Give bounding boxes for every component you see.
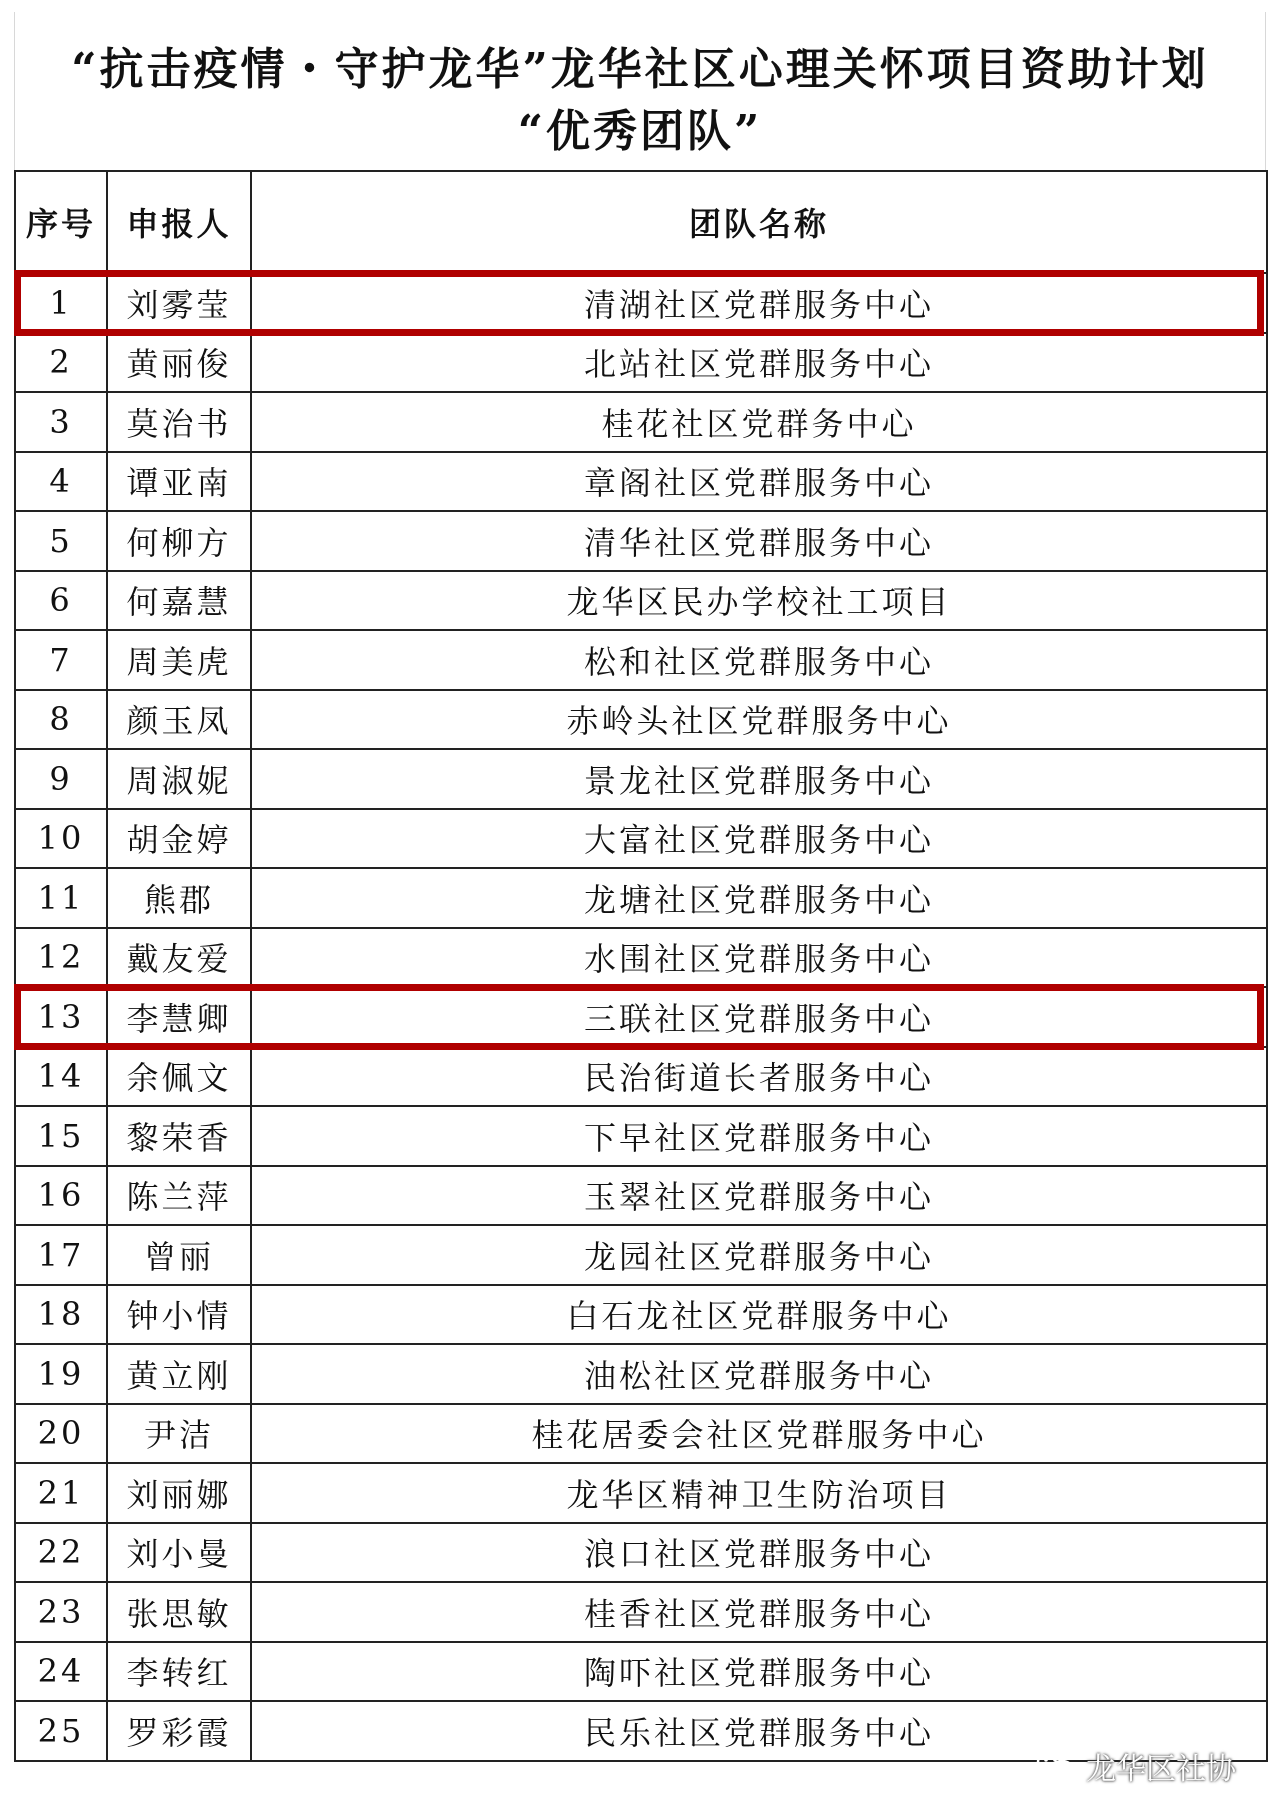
row-applicant: 何嘉慧 (107, 571, 251, 631)
row-applicant: 尹洁 (107, 1404, 251, 1464)
row-applicant: 刘小曼 (107, 1523, 251, 1583)
row-applicant: 莫治书 (107, 392, 251, 452)
row-index: 9 (15, 749, 107, 809)
row-applicant: 黄丽俊 (107, 333, 251, 393)
table-row (15, 1166, 1267, 1226)
row-index: 25 (15, 1701, 107, 1761)
row-index: 23 (15, 1582, 107, 1642)
row-index: 21 (15, 1463, 107, 1523)
row-index: 3 (15, 392, 107, 452)
table-row (15, 690, 1267, 750)
row-team-name: 龙园社区党群服务中心 (251, 1225, 1267, 1285)
table-row (15, 1106, 1267, 1166)
row-index: 16 (15, 1166, 107, 1226)
document-subtitle: “优秀团队” (517, 106, 763, 157)
row-index: 22 (15, 1523, 107, 1583)
row-applicant: 张思敏 (107, 1582, 251, 1642)
row-applicant: 颜玉凤 (107, 690, 251, 750)
row-applicant: 罗彩霞 (107, 1701, 251, 1761)
header-applicant: 申报人 (107, 171, 251, 273)
row-applicant: 胡金婷 (107, 809, 251, 869)
row-team-name: 浪口社区党群服务中心 (251, 1523, 1267, 1583)
row-index: 13 (15, 987, 107, 1047)
row-team-name: 松和社区党群服务中心 (251, 630, 1267, 690)
row-index: 15 (15, 1106, 107, 1166)
row-team-name: 章阁社区党群服务中心 (251, 452, 1267, 512)
row-applicant: 周美虎 (107, 630, 251, 690)
row-team-name: 陶吓社区党群服务中心 (251, 1642, 1267, 1702)
document-title: “抗击疫情・守护龙华”龙华社区心理关怀项目资助计划 (71, 44, 1209, 95)
row-team-name: 龙塘社区党群服务中心 (251, 868, 1267, 928)
table-row (15, 511, 1267, 571)
row-team-name: 北站社区党群服务中心 (251, 333, 1267, 393)
row-applicant: 周淑妮 (107, 749, 251, 809)
header-team-name: 团队名称 (251, 171, 1267, 273)
teams-table (14, 170, 1268, 1762)
table-row (15, 571, 1267, 631)
row-applicant: 曾丽 (107, 1225, 251, 1285)
table-row (15, 1523, 1267, 1583)
row-index: 6 (15, 571, 107, 631)
row-team-name: 水围社区党群服务中心 (251, 928, 1267, 988)
row-applicant: 黎荣香 (107, 1106, 251, 1166)
table-row (15, 452, 1267, 512)
row-index: 10 (15, 809, 107, 869)
row-applicant: 李慧卿 (107, 987, 251, 1047)
row-applicant: 刘雾莹 (107, 273, 251, 333)
row-team-name: 桂花社区党群务中心 (251, 392, 1267, 452)
row-applicant: 黄立刚 (107, 1344, 251, 1404)
table-row (15, 1225, 1267, 1285)
title-box (14, 12, 1266, 170)
row-applicant: 熊郡 (107, 868, 251, 928)
row-team-name: 下早社区党群服务中心 (251, 1106, 1267, 1166)
row-applicant: 李转红 (107, 1642, 251, 1702)
row-index: 1 (15, 273, 107, 333)
row-team-name: 油松社区党群服务中心 (251, 1344, 1267, 1404)
table-row (15, 987, 1267, 1047)
table-row (15, 333, 1267, 393)
row-team-name: 龙华区民办学校社工项目 (251, 571, 1267, 631)
row-applicant: 余佩文 (107, 1047, 251, 1107)
row-applicant: 刘丽娜 (107, 1463, 251, 1523)
row-team-name: 桂花居委会社区党群服务中心 (251, 1404, 1267, 1464)
row-index: 4 (15, 452, 107, 512)
row-team-name: 白石龙社区党群服务中心 (251, 1285, 1267, 1345)
row-team-name: 清华社区党群服务中心 (251, 511, 1267, 571)
table-row (15, 1463, 1267, 1523)
table-row (15, 273, 1267, 333)
table-row (15, 392, 1267, 452)
table-row (15, 809, 1267, 869)
row-team-name: 清湖社区党群服务中心 (251, 273, 1267, 333)
wechat-icon (1036, 1749, 1076, 1783)
row-index: 20 (15, 1404, 107, 1464)
row-team-name: 赤岭头社区党群服务中心 (251, 690, 1267, 750)
table-row (15, 868, 1267, 928)
row-index: 5 (15, 511, 107, 571)
row-index: 24 (15, 1642, 107, 1702)
row-team-name: 民乐社区党群服务中心 (251, 1701, 1267, 1761)
row-index: 7 (15, 630, 107, 690)
row-index: 18 (15, 1285, 107, 1345)
row-applicant: 钟小情 (107, 1285, 251, 1345)
row-team-name: 龙华区精神卫生防治项目 (251, 1463, 1267, 1523)
table-row (15, 1404, 1267, 1464)
row-team-name: 民治街道长者服务中心 (251, 1047, 1267, 1107)
watermark-text: 龙华区社协 (1086, 1752, 1236, 1787)
header-index: 序号 (15, 171, 107, 273)
row-team-name: 景龙社区党群服务中心 (251, 749, 1267, 809)
watermark (1036, 1744, 1236, 1788)
row-applicant: 何柳方 (107, 511, 251, 571)
table-row (15, 1582, 1267, 1642)
row-team-name: 桂香社区党群服务中心 (251, 1582, 1267, 1642)
row-applicant: 陈兰萍 (107, 1166, 251, 1226)
table-row (15, 1285, 1267, 1345)
table-row (15, 1344, 1267, 1404)
table-row (15, 630, 1267, 690)
row-applicant: 戴友爱 (107, 928, 251, 988)
table-row (15, 928, 1267, 988)
table-header-row (15, 171, 1267, 273)
table-row (15, 1642, 1267, 1702)
row-index: 2 (15, 333, 107, 393)
row-index: 17 (15, 1225, 107, 1285)
row-team-name: 大富社区党群服务中心 (251, 809, 1267, 869)
row-applicant: 谭亚南 (107, 452, 251, 512)
row-index: 19 (15, 1344, 107, 1404)
row-index: 11 (15, 868, 107, 928)
table-row (15, 1047, 1267, 1107)
row-index: 8 (15, 690, 107, 750)
table-row (15, 749, 1267, 809)
row-index: 12 (15, 928, 107, 988)
row-team-name: 三联社区党群服务中心 (251, 987, 1267, 1047)
row-team-name: 玉翠社区党群服务中心 (251, 1166, 1267, 1226)
row-index: 14 (15, 1047, 107, 1107)
